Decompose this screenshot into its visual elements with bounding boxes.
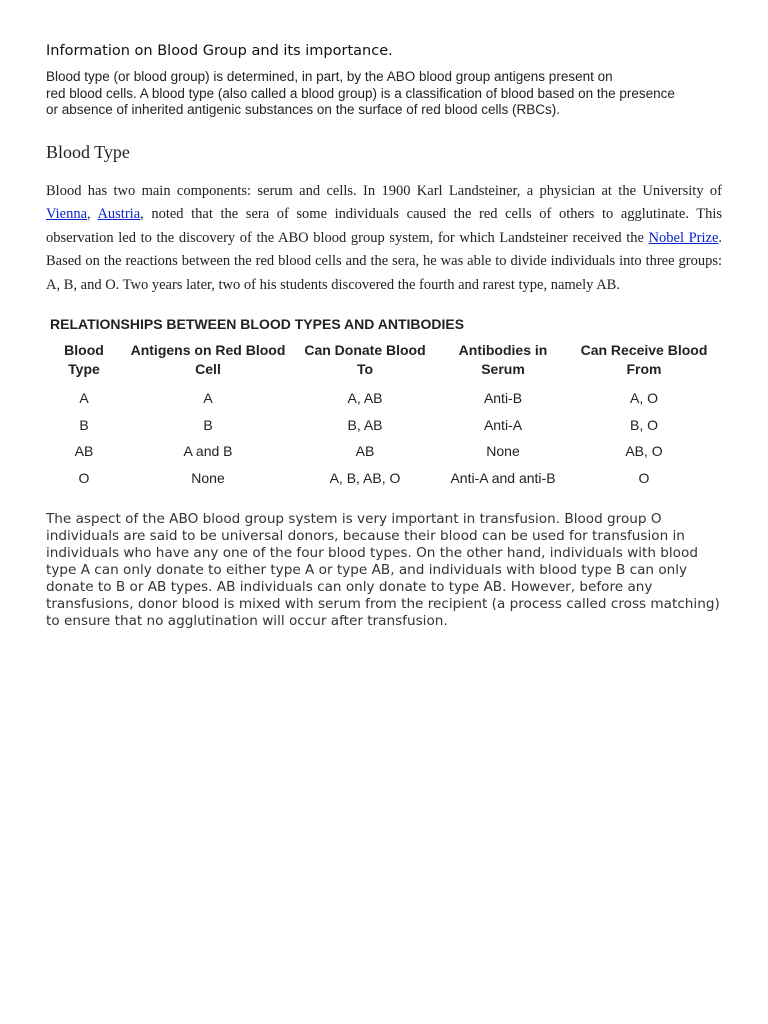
column-header: Antibodies in Serum [458, 342, 548, 377]
history-text: Blood has two main components: serum and cells. In 1900 Karl Landsteiner, a physician at the University of [46, 182, 722, 199]
table-cell: Anti-A and anti-B [450, 469, 556, 486]
document-page [46, 42, 722, 630]
intro-paragraph [46, 69, 722, 119]
table-cell: A [203, 390, 213, 407]
table-cell: Anti-A [483, 416, 523, 433]
intro-line: Blood type (or blood group) is determined, in part, by the ABO blood group antigens present on [46, 69, 613, 84]
table-row [46, 438, 718, 465]
austria-link[interactable]: Austria [97, 206, 141, 222]
history-separator: , [87, 206, 98, 222]
section-title: Blood Type [46, 141, 130, 162]
table-header-row [46, 339, 718, 385]
history-text: , noted that the sera of some individuals caused the red cells of others to agglutinate. This observation led to the discovery of the ABO blood group system, for which Landsteiner received the [46, 206, 722, 246]
table-cell: None [191, 469, 225, 486]
nobel-prize-link[interactable]: Nobel Prize [648, 229, 719, 246]
transfusion-paragraph: The aspect of the ABO blood group system is very important in transfusion. Blood group O individuals are said to be universal donors, because their blood can be used for transfusion in individuals who have any one of the four blood types. On the other hand, individuals with blood type A can only donate to either type A or type AB, and individuals with blood type B can only donate to B or AB types. AB individuals can only donate to type AB. However, before any transfusions, donor blood is mixed with serum from the recipient (a process called cross matching) to ensure that no agglutination will occur after transfusion. [46, 511, 720, 629]
table-cell: O [638, 469, 650, 486]
table-cell: B [79, 416, 89, 433]
table-cell: B, O [629, 416, 658, 433]
table-cell: A, B, AB, O [329, 469, 401, 486]
column-header: Blood Type [64, 342, 104, 377]
table-row [46, 385, 718, 412]
column-header: Antigens on Red Blood Cell [130, 342, 286, 377]
intro-line: or absence of inherited antigenic substances on the surface of red blood cells (RBCs). [46, 102, 561, 117]
table-cell: AB [355, 443, 375, 460]
table-cell: AB [74, 443, 94, 460]
blood-type-table [46, 339, 718, 491]
table-cell: O [78, 469, 90, 486]
intro-heading: Information on Blood Group and its importance. [46, 43, 393, 59]
table-cell: A and B [183, 443, 233, 460]
history-paragraph [46, 180, 722, 298]
column-header: Can Receive Blood From [580, 342, 708, 377]
table-cell: B, AB [347, 416, 383, 433]
table-cell: None [486, 443, 520, 460]
table-cell: Anti-B [483, 390, 523, 407]
table-row [46, 465, 718, 492]
vienna-link[interactable]: Vienna [46, 206, 88, 222]
table-caption: RELATIONSHIPS BETWEEN BLOOD TYPES AND ANTIBODIES [50, 316, 465, 332]
table-row [46, 412, 718, 439]
table-cell: A [79, 390, 89, 407]
table-cell: B [203, 416, 213, 433]
table-cell: A, O [629, 390, 658, 407]
history-text: . Based on the reactions between the red blood cells and the sera, he was able to divide individuals into three groups: A, B, and O. Two years later, two of his students discovered the fourth and rarest type, namely AB. [46, 229, 722, 293]
table-cell: AB, O [625, 443, 663, 460]
column-header: Can Donate Blood To [304, 342, 426, 377]
intro-line: red blood cells. A blood type (also called a blood group) is a classification of blood based on the presence [46, 85, 675, 101]
table-cell: A, AB [347, 390, 383, 407]
